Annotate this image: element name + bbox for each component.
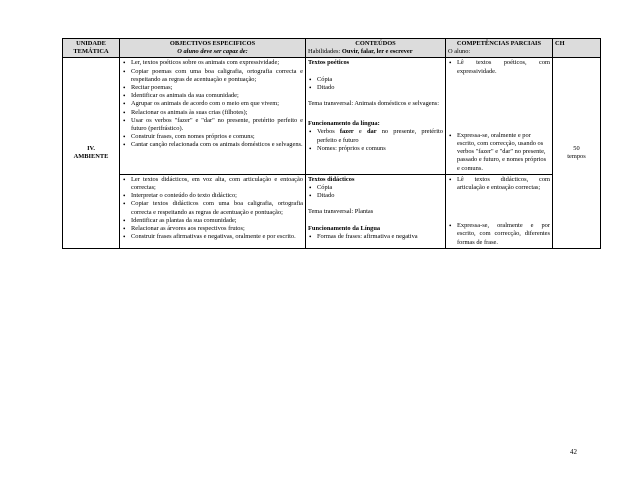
theme-number: IV.: [87, 144, 95, 152]
objectivos-subtitle: O aluno deve ser capaz de:: [177, 48, 248, 56]
list-item: • Copiar textos didácticos com uma boa caligrafia, ortografia correcta e respeitando as regras de acentuação e pontuação;: [131, 200, 303, 216]
list-item: • Copiar poemas com uma boa caligrafia, ortografia correcta e respeitando as regras de acentuação e pontuação;: [131, 68, 303, 84]
list-item: • Verbos fazer e dar no presente, pretérito perfeito e futuro: [317, 128, 443, 144]
list-item: • Identificar as plantas da sua comunidade;: [131, 217, 303, 225]
list-item: • Ditado: [317, 84, 443, 92]
list-item: • Expressa-se, oralmente e por escrito, com correcção, diferentes formas de frase.: [457, 222, 550, 247]
list-item: • Ler textos didácticos, em voz alta, com articulação e entoação correctas;: [131, 176, 303, 192]
list-item: • Interpretar o conteúdo do texto didáctico;: [131, 192, 303, 200]
lingua-list: [308, 233, 443, 241]
header-conteudos: [306, 39, 446, 58]
ch-number: 50: [573, 144, 580, 152]
objectives-list: [122, 59, 303, 149]
list-item: • Ditado: [317, 192, 443, 200]
list-item: • Recitar poemas;: [131, 84, 303, 92]
content-title: Textos didácticos: [308, 175, 355, 183]
list-item: • Cópia: [317, 76, 443, 84]
competencias-cell: [446, 58, 553, 174]
ch-unit: tempos: [567, 153, 586, 161]
theme-cell: [63, 58, 120, 248]
list-item: • Relacionar os animais às suas crias (filhotes);: [131, 109, 303, 117]
list-item: • Formas de frases: afirmativa e negativa: [317, 233, 443, 241]
habilidades-value: Ouvir, falar, ler e escrever: [341, 48, 413, 56]
content-cell: [306, 58, 446, 174]
list-item: • Usar os verbos "fazer" e "dar" no presente, pretérito perfeito e futuro (perifrástico).: [131, 117, 303, 133]
lingua-title: Funcionamento da língua:: [308, 120, 380, 128]
header-unidade: UNIDADE TEMÁTICA: [63, 39, 120, 58]
habilidades-label: Habilidades:: [308, 48, 341, 56]
conteudos-title: CONTEÚDOS: [355, 40, 396, 47]
theme-name: AMBIENTE: [73, 153, 109, 161]
list-item: • Construir frases, com nomes próprios e comuns;: [131, 133, 303, 141]
list-item: • Cópia: [317, 184, 443, 192]
content-cell: [306, 174, 446, 248]
lingua-list: [308, 128, 443, 153]
competencias-list-top: [448, 59, 550, 75]
objectives-cell: [120, 58, 306, 174]
competencias-list-top: [448, 176, 550, 192]
tema-transversal: Tema transversal: Animais domésticos e selvagens:: [308, 100, 440, 108]
list-item: • Construir frases afirmativas e negativas, oralmente e por escrito.: [131, 233, 303, 241]
content-list: [308, 184, 443, 200]
page-number: 42: [570, 448, 577, 456]
row-animais: [63, 58, 601, 174]
list-item: • Relacionar as árvores aos respectivos frutos;: [131, 225, 303, 233]
content-title: Textos poéticos: [308, 59, 350, 67]
list-item: • Ler, textos poéticos sobre os animais com expressividade;: [131, 59, 303, 67]
competencias-title: COMPETÊNCIAS PARCIAIS: [456, 40, 542, 47]
list-item: • Lê textos didácticos, com articulação e entoação correctas;: [457, 176, 550, 192]
row-plantas: [63, 174, 601, 248]
lingua-title: Funcionamento da Língua: [308, 224, 381, 232]
objectives-cell: [120, 174, 306, 248]
competencias-list-bottom: [448, 222, 550, 247]
list-item: • Agrupar os animais de acordo com o meio em que vivem;: [131, 100, 303, 108]
list-item: • Expressa-se, oralmente e por escrito, com correcção, usando os verbos "fazer" e "dar" no presente, passado e futuro, e nomes próprios e comuns.: [457, 132, 550, 173]
header-competencias: [446, 39, 553, 58]
list-item: • Cantar canção relacionada com os animais domésticos e selvagens.: [131, 141, 303, 149]
list-item: • Lê textos poéticos, com expressividade.: [457, 59, 550, 75]
ch-cell: [553, 58, 601, 248]
list-item: • Identificar os animais da sua comunidade;: [131, 92, 303, 100]
header-row: [63, 39, 601, 58]
aluno-label: O aluno:: [448, 48, 471, 56]
curriculum-table: [62, 38, 601, 249]
competencias-cell: [446, 174, 553, 248]
header-ch: CH: [553, 39, 601, 58]
header-objectivos: [120, 39, 306, 58]
objectives-list: [122, 176, 303, 242]
list-item: • Nomes: próprios e comuns: [317, 145, 443, 153]
content-list: [308, 76, 443, 92]
tema-transversal: Tema transversal: Plantas: [308, 208, 374, 216]
competencias-list-bottom: [448, 132, 550, 173]
objectivos-title: OBJECTIVOS ESPECIFICOS: [169, 40, 256, 47]
